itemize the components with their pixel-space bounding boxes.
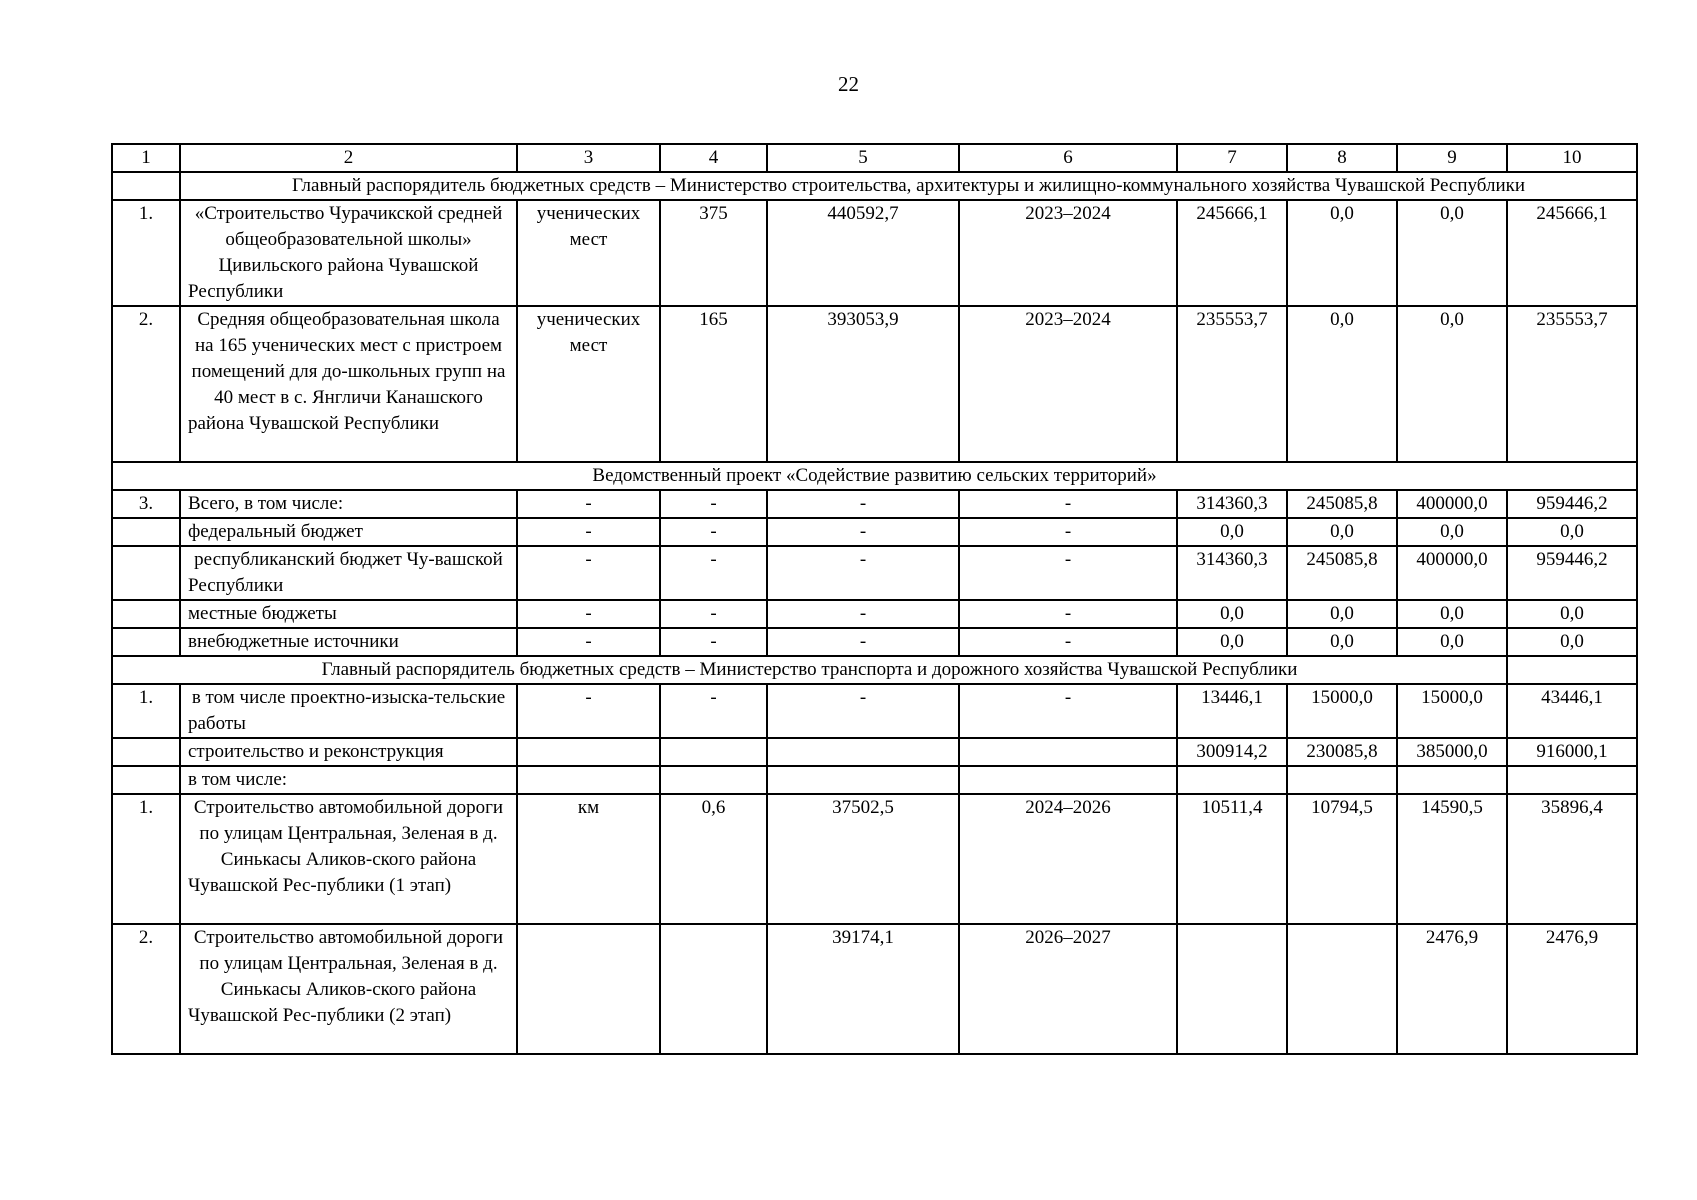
value-col10: 245666,1 [1507,200,1637,306]
value-col10: 0,0 [1507,600,1637,628]
column-header: 8 [1287,144,1397,172]
row-number [112,600,180,628]
unit-cell [517,924,660,1054]
value-col8: 230085,8 [1287,738,1397,766]
table-row [112,490,1637,518]
value-col7: 245666,1 [1177,200,1287,306]
cost-cell: - [767,684,959,738]
value-col8: 245085,8 [1287,546,1397,600]
value-col7 [1177,924,1287,1054]
value-col8: 0,0 [1287,200,1397,306]
table-row [112,628,1637,656]
value-col8: 0,0 [1287,600,1397,628]
object-name: федеральный бюджет [180,518,517,546]
column-header: 7 [1177,144,1287,172]
section-title: Главный распорядитель бюджетных средств – Министерство строительства, архитектуры и жилищно-коммунального хозяйства Чувашской Республики [180,172,1637,200]
column-header: 5 [767,144,959,172]
row-number [112,546,180,600]
value-col9: 0,0 [1397,628,1507,656]
value-col9: 0,0 [1397,306,1507,462]
section-heading-row [112,172,1637,200]
value-col9: 14590,5 [1397,794,1507,924]
row-number: 1. [112,794,180,924]
column-header: 9 [1397,144,1507,172]
cost-cell [767,766,959,794]
value-col10: 35896,4 [1507,794,1637,924]
capacity-cell: - [660,628,767,656]
period-cell: - [959,600,1177,628]
capacity-cell: - [660,684,767,738]
section-title: Главный распорядитель бюджетных средств – Министерство транспорта и дорожного хозяйства Чувашской Республики [112,656,1507,684]
unit-cell [517,766,660,794]
cost-cell: 39174,1 [767,924,959,1054]
cost-cell: - [767,490,959,518]
value-col8: 15000,0 [1287,684,1397,738]
capacity-cell: 0,6 [660,794,767,924]
object-name: внебюджетные источники [180,628,517,656]
value-col9: 0,0 [1397,600,1507,628]
column-header: 6 [959,144,1177,172]
column-header: 1 [112,144,180,172]
value-col7: 13446,1 [1177,684,1287,738]
table-row [112,306,1637,462]
object-name: в том числе: [180,766,517,794]
period-cell: - [959,518,1177,546]
period-cell: 2026–2027 [959,924,1177,1054]
value-col8 [1287,766,1397,794]
table-row [112,200,1637,306]
row-number: 3. [112,490,180,518]
period-cell: - [959,628,1177,656]
unit-cell: - [517,684,660,738]
object-name: Средняя общеобразовательная школа на 165 ученических мест с пристроем помещений для до-школьных групп на 40 мест в с. Янгличи Канашского района Чувашской Республики [180,306,517,462]
value-col8: 0,0 [1287,306,1397,462]
cost-cell: 393053,9 [767,306,959,462]
unit-cell: - [517,518,660,546]
cost-cell: - [767,600,959,628]
object-name: «Строительство Чурачикской средней общеобразовательной школы» Цивильского района Чувашской Республики [180,200,517,306]
column-header: 3 [517,144,660,172]
table-row [112,766,1637,794]
section-heading-row [112,656,1637,684]
value-col9: 0,0 [1397,200,1507,306]
cost-cell: - [767,518,959,546]
value-col10: 0,0 [1507,518,1637,546]
value-col10: 2476,9 [1507,924,1637,1054]
row-number: 2. [112,306,180,462]
row-number [112,518,180,546]
value-col9: 2476,9 [1397,924,1507,1054]
object-name: Всего, в том числе: [180,490,517,518]
column-number-row [112,144,1637,172]
blank-cell [112,172,180,200]
value-col10 [1507,766,1637,794]
value-col10: 0,0 [1507,628,1637,656]
value-col10: 235553,7 [1507,306,1637,462]
value-col7: 314360,3 [1177,546,1287,600]
value-col9: 400000,0 [1397,546,1507,600]
cost-cell: - [767,546,959,600]
value-col7 [1177,766,1287,794]
period-cell: - [959,684,1177,738]
unit-cell: ученических мест [517,306,660,462]
value-col7: 314360,3 [1177,490,1287,518]
capacity-cell: 375 [660,200,767,306]
value-col8: 10794,5 [1287,794,1397,924]
value-col10: 959446,2 [1507,546,1637,600]
period-cell: 2023–2024 [959,306,1177,462]
section-heading-row [112,462,1637,490]
value-col9: 385000,0 [1397,738,1507,766]
row-number [112,628,180,656]
object-name: местные бюджеты [180,600,517,628]
object-name: Строительство автомобильной дороги по улицам Центральная, Зеленая в д. Синькасы Аликов-ского района Чувашской Рес-публики (1 этап) [180,794,517,924]
row-number: 1. [112,684,180,738]
object-name: строительство и реконструкция [180,738,517,766]
value-col10: 959446,2 [1507,490,1637,518]
value-col8 [1287,924,1397,1054]
value-col8: 0,0 [1287,628,1397,656]
period-cell: - [959,546,1177,600]
unit-cell: - [517,600,660,628]
row-number: 2. [112,924,180,1054]
column-header: 10 [1507,144,1637,172]
table-row [112,684,1637,738]
blank-cell [1507,656,1637,684]
capacity-cell [660,766,767,794]
capacity-cell [660,738,767,766]
value-col8: 245085,8 [1287,490,1397,518]
value-col7: 10511,4 [1177,794,1287,924]
value-col9: 0,0 [1397,518,1507,546]
value-col7: 0,0 [1177,518,1287,546]
capacity-cell: - [660,546,767,600]
object-name: в том числе проектно-изыска-тельские работы [180,684,517,738]
cost-cell: - [767,628,959,656]
period-cell: 2023–2024 [959,200,1177,306]
period-cell: - [959,490,1177,518]
value-col9: 15000,0 [1397,684,1507,738]
period-cell: 2024–2026 [959,794,1177,924]
value-col7: 0,0 [1177,600,1287,628]
table-row [112,794,1637,924]
value-col9: 400000,0 [1397,490,1507,518]
page-number: 22 [838,72,859,96]
object-name: республиканский бюджет Чу-вашской Республики [180,546,517,600]
object-name: Строительство автомобильной дороги по улицам Центральная, Зеленая в д. Синькасы Аликов-ского района Чувашской Рес-публики (2 этап) [180,924,517,1054]
budget-table [111,143,1638,1055]
section-title: Ведомственный проект «Содействие развитию сельских территорий» [112,462,1637,490]
value-col9 [1397,766,1507,794]
cost-cell [767,738,959,766]
unit-cell [517,738,660,766]
value-col10: 916000,1 [1507,738,1637,766]
cost-cell: 440592,7 [767,200,959,306]
table-row [112,924,1637,1054]
value-col8: 0,0 [1287,518,1397,546]
unit-cell: - [517,490,660,518]
unit-cell: ученических мест [517,200,660,306]
unit-cell: - [517,628,660,656]
row-number [112,738,180,766]
table-row [112,600,1637,628]
value-col10: 43446,1 [1507,684,1637,738]
capacity-cell: - [660,490,767,518]
capacity-cell [660,924,767,1054]
capacity-cell: 165 [660,306,767,462]
unit-cell: км [517,794,660,924]
column-header: 2 [180,144,517,172]
period-cell [959,766,1177,794]
capacity-cell: - [660,518,767,546]
column-header: 4 [660,144,767,172]
capacity-cell: - [660,600,767,628]
value-col7: 235553,7 [1177,306,1287,462]
cost-cell: 37502,5 [767,794,959,924]
row-number: 1. [112,200,180,306]
row-number [112,766,180,794]
value-col7: 300914,2 [1177,738,1287,766]
table-row [112,546,1637,600]
unit-cell: - [517,546,660,600]
table-row [112,518,1637,546]
table-row [112,738,1637,766]
period-cell [959,738,1177,766]
value-col7: 0,0 [1177,628,1287,656]
